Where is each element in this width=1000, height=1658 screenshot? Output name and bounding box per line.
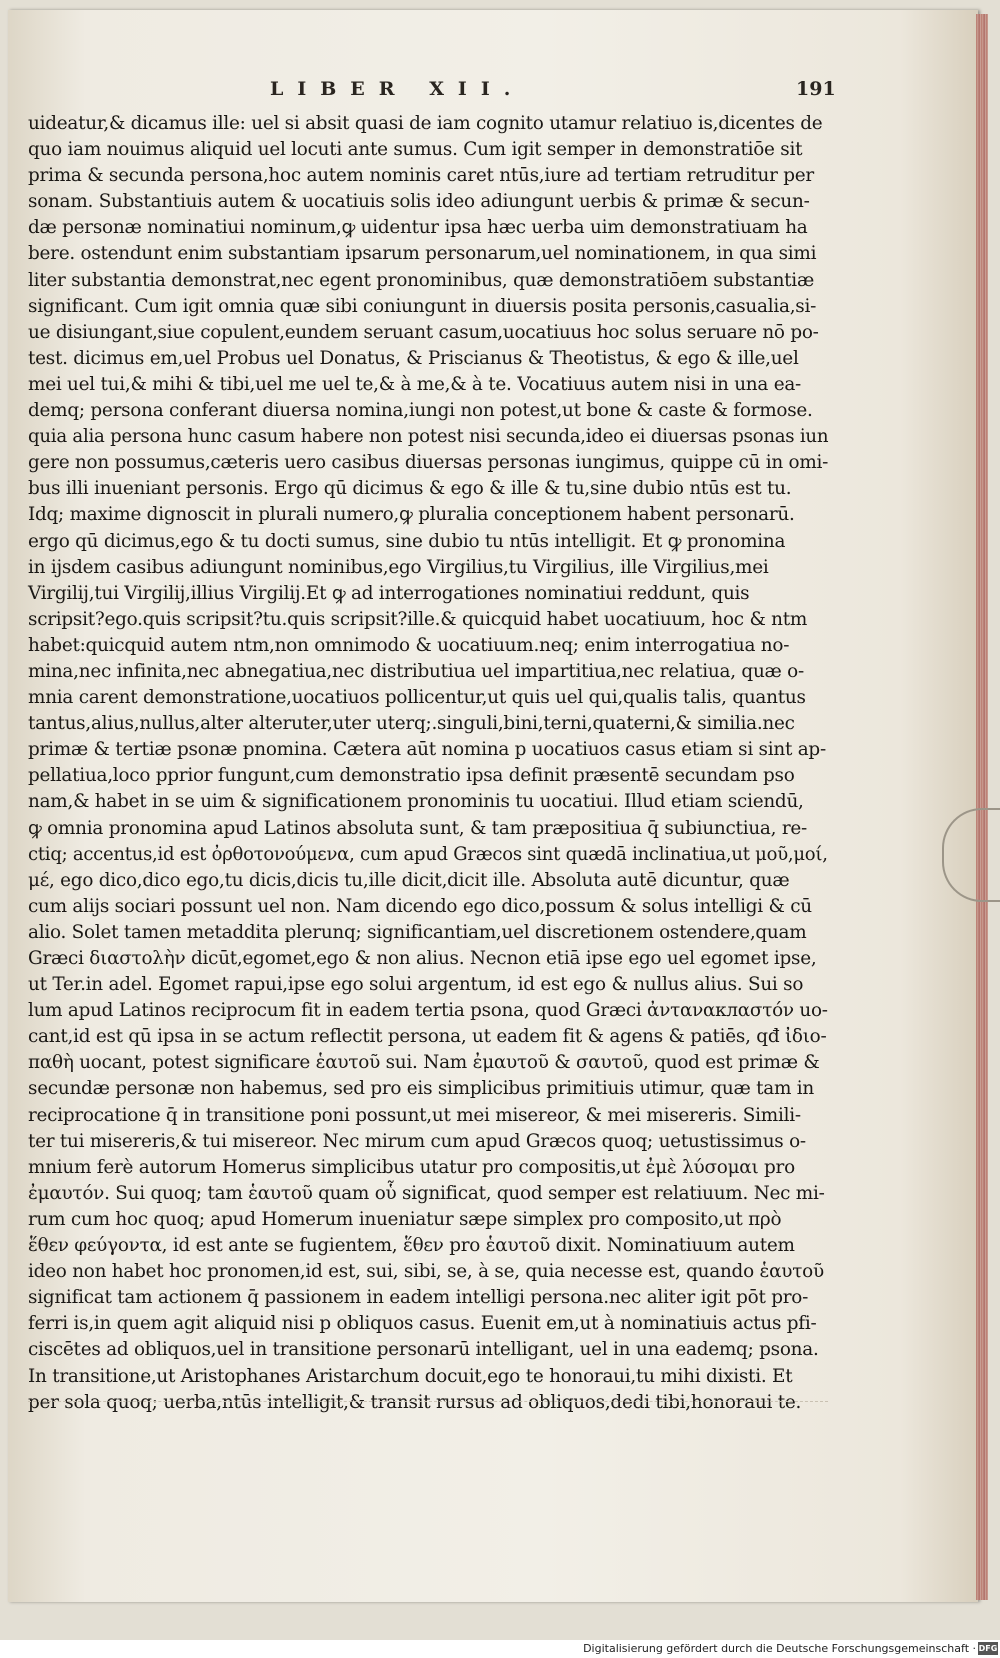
text-line: ut Ter.in adel. Egomet rapui,ipse ego solui argentum, id est ego & nullus alius. Sui so [28, 974, 804, 996]
text-line: ἕθεν φεύγοντα, id est ante se fugientem, ἕθεν pro ἑαυτοῦ dixit. Nominatiuum autem [28, 1235, 795, 1257]
text-line: secundæ personæ non habemus, sed pro eis simplicibus primitiuis utimur, quæ tam in [28, 1078, 815, 1100]
text-line: bus illi inueniant personis. Ergo qū dicimus & ego & ille & tu,sine dubio ntūs est tu. [28, 478, 792, 500]
text-line: ferri is,in quem agit aliquid nisi p obliquos casus. Euenit em,ut à nominatiuis actus pfi- [28, 1313, 817, 1335]
running-title: LIBER XII. [270, 78, 525, 100]
text-line: ctiq; accentus,id est ὀρθοτονούμενα, cum apud Græcos sint quædā inclinatiua,ut μοῦ,μοί, [28, 843, 828, 865]
text-line: quo iam nouimus aliquid uel locuti ante sumus. Cum igit semper in demonstratiōe sit [28, 139, 803, 161]
text-line: gere non possumus,cæteris uero casibus diuersas personas iungimus, quippe cū in omi- [28, 452, 829, 474]
text-line: uideatur,& dicamus ille: uel si absit quasi de iam cognito utamur relatiuo is,dicentes de [28, 113, 823, 134]
bottom-rule [28, 1401, 828, 1402]
text-line: In transitione,ut Aristophanes Aristarchum docuit,ego te honoraui,tu mihi dixisti. Et [28, 1365, 793, 1387]
text-line: pellatiua,loco pprior fungunt,cum demonstratio ipsa definit præsentē secundam pso [28, 765, 795, 787]
text-line: mina,nec infinita,nec abnegatiua,nec distributiua uel impartitiua,nec relatiua, quæ o- [28, 660, 804, 682]
text-line: Idq; maxime dignoscit in plurali numero,ꝙ pluralia conceptionem habent personarū. [28, 504, 795, 526]
text-line: scripsit?ego.quis scripsit?tu.quis scripsit?ille.& quicquid habet uocatiuum, hoc & ntm [28, 608, 808, 630]
text-line: demq; persona conferant diuersa nomina,iungi non potest,ut bone & caste & formose. [28, 400, 813, 422]
footer-bar [0, 1640, 1000, 1658]
text-line: habet:quicquid autem ntm,non omnimodo & uocatiuum.neq; enim interrogatiua no- [28, 634, 790, 656]
text-line: reciprocatione q̄ in transitione poni possunt,ut mei misereor, & mei misereris. Simili- [28, 1104, 801, 1126]
text-line: rum cum hoc quoq; apud Homerum inueniatur sæpe simplex pro composito,ut πρὸ [28, 1208, 782, 1230]
text-line: μέ, ego dico,dico ego,tu dicis,dicis tu,ille dicit,dicit ille. Absoluta autē dicuntur, quæ [28, 869, 790, 891]
dfg-logo-icon: DFG [978, 1644, 998, 1653]
text-line: significant. Cum igit omnia quæ sibi coniungunt in diuersis posita personis,casualia,si- [28, 295, 817, 317]
text-line: ἐμαυτόν. Sui quoq; tam ἑαυτοῦ quam οὗ significat, quod semper est relatiuum. Nec mi- [28, 1182, 825, 1204]
text-line: quia alia persona hunc casum habere non potest nisi secunda,ideo ei diuersas psonas iun [28, 426, 829, 448]
text-line: alio. Solet tamen metaddita plerunq; significantiam,uel discretionem ostendere,quam [28, 921, 807, 943]
text-line: ue disiungant,siue copulent,eundem seruant casum,uocatiuus hoc solus seruare nō po- [28, 321, 819, 343]
page-edge [976, 14, 988, 1600]
text-line: ciscētes ad obliquos,uel in transitione personarū intelligant, uel in una eademq; psona. [28, 1339, 819, 1361]
text-line: liter substantia demonstrat,nec egent pronominibus, quæ demonstratiōem substantiæ [28, 269, 814, 291]
text-line: mnium ferè autorum Homerus simplicibus utatur pro compositis,ut ἐμὲ λύσομαι pro [28, 1156, 795, 1178]
body-text [28, 111, 828, 1416]
text-line: lum apud Latinos reciprocum fit in eadem tertia psona, quod Græci ἀνταναклαστόν uo- [28, 1000, 828, 1022]
page-number: 191 [796, 78, 836, 100]
text-line: prima & secunda persona,hoc autem nominis caret ntūs,iure ad tertiam retruditur per [28, 165, 814, 187]
text-line: cant,id est qū ipsa in se actum reflectit persona, ut eadem fit & agens & patiēs, qđ ἰδιο- [28, 1026, 827, 1048]
text-line: Græci διαστολὴν dicūt,egomet,ego & non alius. Necnon etiā ipse ego uel egomet ipse, [28, 948, 817, 969]
text-line: nam,& habet in se uim & significationem pronominis tu uocatiui. Illud etiam sciendū, [28, 791, 804, 813]
book-clasp [942, 808, 1000, 902]
text-line: ideo non habet hoc pronomen,id est, sui, sibi, se, à se, quia necesse est, quando ἑαυτοῦ [28, 1261, 824, 1283]
text-line: dæ personæ nominatiui nominum,ꝙ uidentur ipsa hæc uerba uim demonstratiuam ha [28, 217, 808, 239]
text-line: per sola quoq; uerba,ntūs intelligit,& transit rursus ad obliquos,dedi tibi,honoraui te. [28, 1391, 802, 1413]
text-line: sonam. Substantiuis autem & uocatiuis solis ideo adiungunt uerbis & primæ & secun- [28, 191, 810, 213]
text-line: test. dicimus em,uel Probus uel Donatus, & Priscianus & Theotistus, & ego & ille,uel [28, 347, 799, 369]
text-line: mnia carent demonstratione,uocatiuos pollicentur,ut quis uel qui,qualis talis, quantus [28, 687, 806, 709]
text-line: Virgilij,tui Virgilij,illius Virgilij.Et ꝙ ad interrogationes nominatiui reddunt, quis [28, 582, 750, 604]
text-line: ꝙ omnia pronomina apud Latinos absoluta sunt, & tam præpositiua q̄ subiunctiua, re- [28, 817, 807, 839]
text-line: bere. ostendunt enim substantiam ipsarum personarum,uel nominationem, in qua simi [28, 243, 817, 265]
text-line: significat tam actionem q̄ passionem in eadem intelligi persona.nec aliter igit pōt pro- [28, 1287, 809, 1309]
running-head [0, 78, 1000, 108]
text-line: mei uel tui,& mihi & tibi,uel me uel te,& à me,& à te. Vocatiuus autem nisi in una ea- [28, 373, 802, 395]
funding-credit: Digitalisierung gefördert durch die Deutsche Forschungsgemeinschaft · [583, 1642, 976, 1655]
text-line: παθὴ uocant, potest significare ἑαυτοῦ sui. Nam ἐμαυτοῦ & σαυτοῦ, quod est primæ & [28, 1052, 820, 1074]
text-line: ter tui misereris,& tui misereor. Nec mirum cum apud Græcos quoq; uetustissimus o- [28, 1130, 806, 1152]
text-line: in ijsdem casibus adiungunt nominibus,ego Virgilius,tu Virgilius, ille Virgilius,mei [28, 556, 769, 578]
text-line: primæ & tertiæ psonæ pnomina. Cætera aūt nomina p uocatiuos casus etiam si sint ap- [28, 739, 826, 761]
text-line: ergo qū dicimus,ego & tu docti sumus, sine dubio tu ntūs intelligit. Et ꝙ pronomina [28, 530, 786, 552]
text-line: tantus,alius,nullus,alter alteruter,uter uterq;.singuli,bini,terni,quaterni,& similia.nec [28, 713, 795, 735]
text-line: cum alijs sociari possunt uel non. Nam dicendo ego dico,possum & solus intelligi & cū [28, 895, 812, 917]
